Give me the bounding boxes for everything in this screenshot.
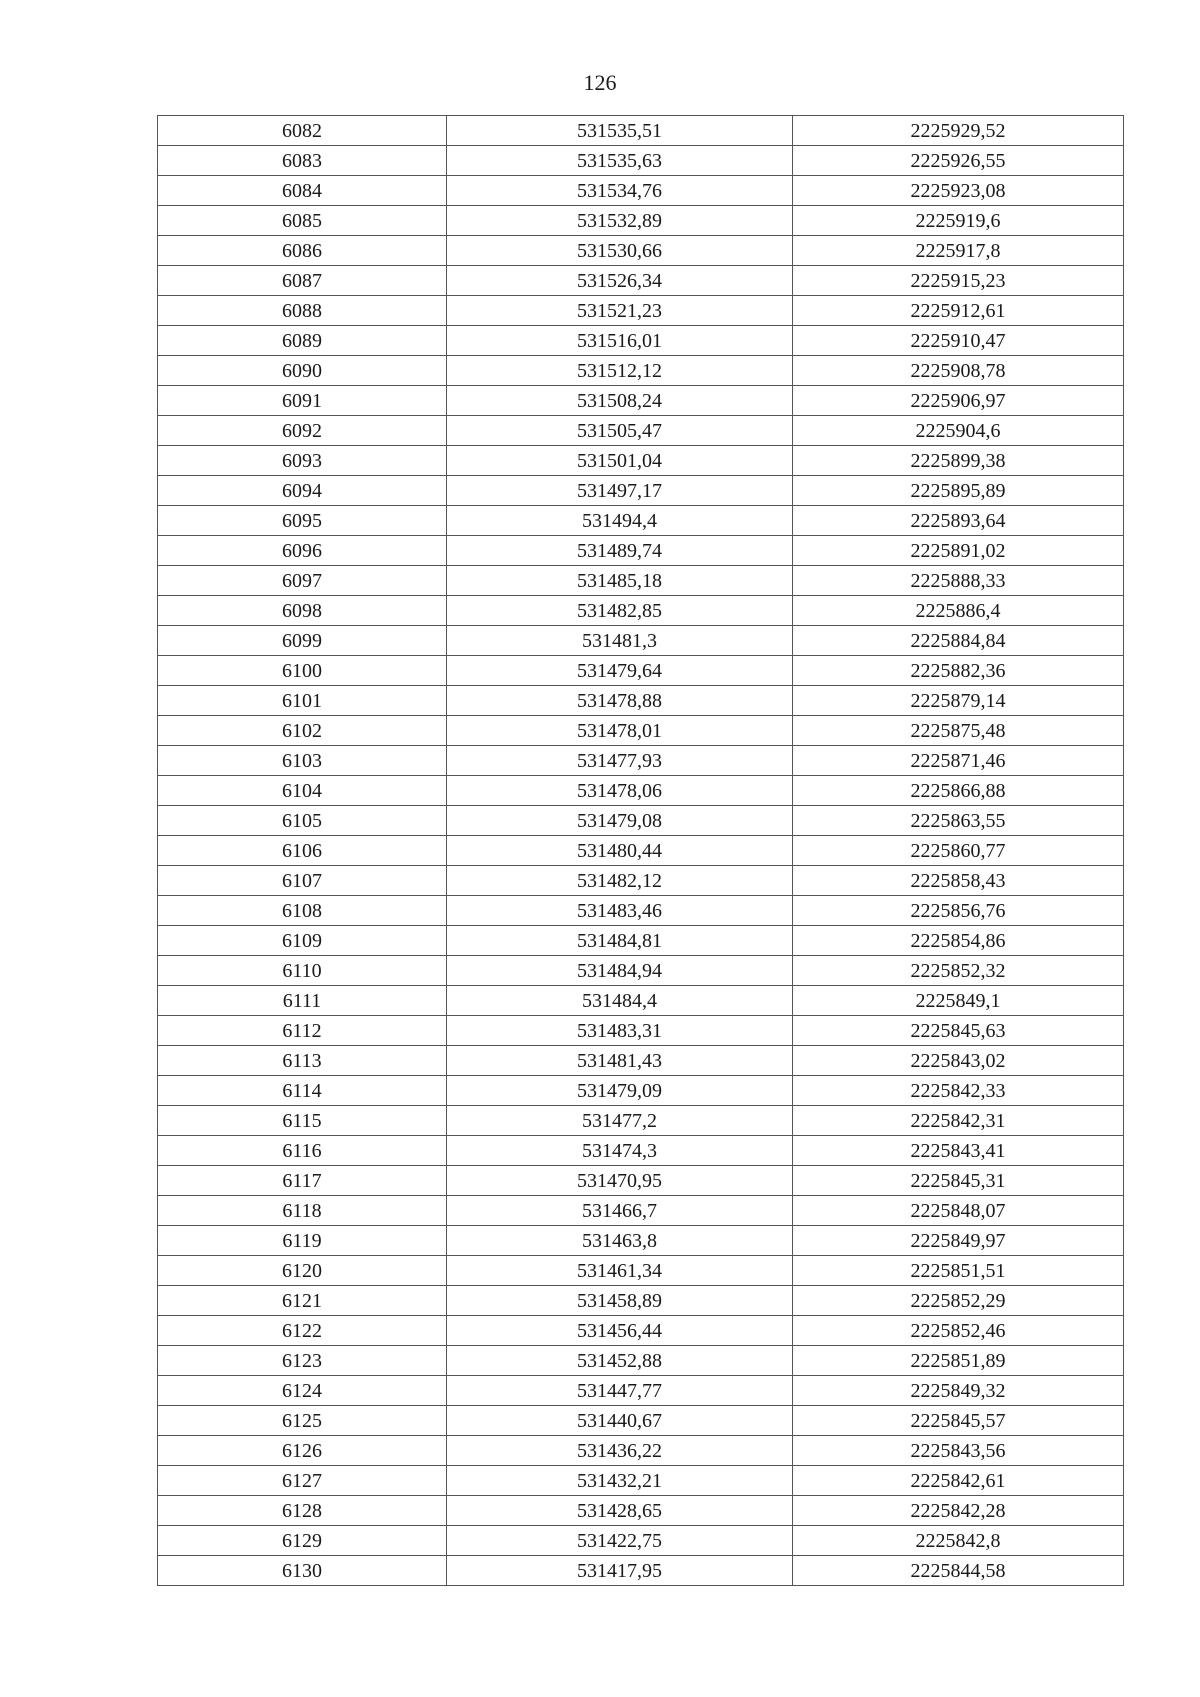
y-coordinate-cell: 2225845,31 [793, 1166, 1124, 1196]
table-row [158, 1436, 1124, 1466]
table-row [158, 1556, 1124, 1586]
point-number-cell: 6085 [158, 206, 447, 236]
y-coordinate-cell: 2225923,08 [793, 176, 1124, 206]
point-number-cell: 6108 [158, 896, 447, 926]
point-number-cell: 6096 [158, 536, 447, 566]
point-number-cell: 6086 [158, 236, 447, 266]
y-coordinate-cell: 2225856,76 [793, 896, 1124, 926]
y-coordinate-cell: 2225844,58 [793, 1556, 1124, 1586]
x-coordinate-cell: 531479,64 [447, 656, 793, 686]
point-number-cell: 6109 [158, 926, 447, 956]
x-coordinate-cell: 531485,18 [447, 566, 793, 596]
point-number-cell: 6097 [158, 566, 447, 596]
point-number-cell: 6088 [158, 296, 447, 326]
table-row [158, 326, 1124, 356]
y-coordinate-cell: 2225843,02 [793, 1046, 1124, 1076]
x-coordinate-cell: 531440,67 [447, 1406, 793, 1436]
y-coordinate-cell: 2225908,78 [793, 356, 1124, 386]
table-row [158, 386, 1124, 416]
point-number-cell: 6117 [158, 1166, 447, 1196]
y-coordinate-cell: 2225842,28 [793, 1496, 1124, 1526]
coordinates-table-body [158, 116, 1124, 1586]
table-row [158, 1496, 1124, 1526]
table-row [158, 836, 1124, 866]
point-number-cell: 6100 [158, 656, 447, 686]
point-number-cell: 6111 [158, 986, 447, 1016]
y-coordinate-cell: 2225843,56 [793, 1436, 1124, 1466]
table-row [158, 566, 1124, 596]
x-coordinate-cell: 531483,31 [447, 1016, 793, 1046]
x-coordinate-cell: 531478,01 [447, 716, 793, 746]
y-coordinate-cell: 2225858,43 [793, 866, 1124, 896]
y-coordinate-cell: 2225849,32 [793, 1376, 1124, 1406]
y-coordinate-cell: 2225888,33 [793, 566, 1124, 596]
y-coordinate-cell: 2225875,48 [793, 716, 1124, 746]
table-row [158, 1196, 1124, 1226]
y-coordinate-cell: 2225851,89 [793, 1346, 1124, 1376]
y-coordinate-cell: 2225919,6 [793, 206, 1124, 236]
x-coordinate-cell: 531458,89 [447, 1286, 793, 1316]
table-row [158, 296, 1124, 326]
point-number-cell: 6101 [158, 686, 447, 716]
x-coordinate-cell: 531484,4 [447, 986, 793, 1016]
y-coordinate-cell: 2225845,57 [793, 1406, 1124, 1436]
x-coordinate-cell: 531480,44 [447, 836, 793, 866]
x-coordinate-cell: 531484,94 [447, 956, 793, 986]
x-coordinate-cell: 531516,01 [447, 326, 793, 356]
point-number-cell: 6105 [158, 806, 447, 836]
x-coordinate-cell: 531526,34 [447, 266, 793, 296]
point-number-cell: 6128 [158, 1496, 447, 1526]
x-coordinate-cell: 531482,85 [447, 596, 793, 626]
point-number-cell: 6115 [158, 1106, 447, 1136]
table-row [158, 596, 1124, 626]
y-coordinate-cell: 2225842,8 [793, 1526, 1124, 1556]
x-coordinate-cell: 531456,44 [447, 1316, 793, 1346]
point-number-cell: 6126 [158, 1436, 447, 1466]
x-coordinate-cell: 531417,95 [447, 1556, 793, 1586]
y-coordinate-cell: 2225917,8 [793, 236, 1124, 266]
point-number-cell: 6121 [158, 1286, 447, 1316]
table-row [158, 1046, 1124, 1076]
x-coordinate-cell: 531447,77 [447, 1376, 793, 1406]
x-coordinate-cell: 531422,75 [447, 1526, 793, 1556]
table-row [158, 1166, 1124, 1196]
table-row [158, 506, 1124, 536]
y-coordinate-cell: 2225842,33 [793, 1076, 1124, 1106]
x-coordinate-cell: 531479,09 [447, 1076, 793, 1106]
point-number-cell: 6118 [158, 1196, 447, 1226]
x-coordinate-cell: 531477,93 [447, 746, 793, 776]
y-coordinate-cell: 2225866,88 [793, 776, 1124, 806]
table-row [158, 1376, 1124, 1406]
table-row [158, 1076, 1124, 1106]
table-row [158, 446, 1124, 476]
y-coordinate-cell: 2225851,51 [793, 1256, 1124, 1286]
table-row [158, 116, 1124, 146]
table-row [158, 746, 1124, 776]
table-row [158, 866, 1124, 896]
y-coordinate-cell: 2225845,63 [793, 1016, 1124, 1046]
table-row [158, 1526, 1124, 1556]
y-coordinate-cell: 2225915,23 [793, 266, 1124, 296]
table-row [158, 656, 1124, 686]
x-coordinate-cell: 531432,21 [447, 1466, 793, 1496]
x-coordinate-cell: 531534,76 [447, 176, 793, 206]
point-number-cell: 6125 [158, 1406, 447, 1436]
y-coordinate-cell: 2225929,52 [793, 116, 1124, 146]
x-coordinate-cell: 531452,88 [447, 1346, 793, 1376]
table-row [158, 896, 1124, 926]
point-number-cell: 6084 [158, 176, 447, 206]
table-row [158, 626, 1124, 656]
point-number-cell: 6093 [158, 446, 447, 476]
point-number-cell: 6114 [158, 1076, 447, 1106]
table-row [158, 1316, 1124, 1346]
table-row [158, 1136, 1124, 1166]
y-coordinate-cell: 2225863,55 [793, 806, 1124, 836]
table-row [158, 266, 1124, 296]
y-coordinate-cell: 2225843,41 [793, 1136, 1124, 1166]
x-coordinate-cell: 531436,22 [447, 1436, 793, 1466]
x-coordinate-cell: 531483,46 [447, 896, 793, 926]
y-coordinate-cell: 2225871,46 [793, 746, 1124, 776]
x-coordinate-cell: 531474,3 [447, 1136, 793, 1166]
point-number-cell: 6095 [158, 506, 447, 536]
x-coordinate-cell: 531505,47 [447, 416, 793, 446]
x-coordinate-cell: 531478,06 [447, 776, 793, 806]
y-coordinate-cell: 2225886,4 [793, 596, 1124, 626]
y-coordinate-cell: 2225899,38 [793, 446, 1124, 476]
table-row [158, 806, 1124, 836]
point-number-cell: 6089 [158, 326, 447, 356]
table-row [158, 1346, 1124, 1376]
y-coordinate-cell: 2225849,97 [793, 1226, 1124, 1256]
table-row [158, 1226, 1124, 1256]
y-coordinate-cell: 2225842,31 [793, 1106, 1124, 1136]
point-number-cell: 6124 [158, 1376, 447, 1406]
y-coordinate-cell: 2225910,47 [793, 326, 1124, 356]
y-coordinate-cell: 2225852,46 [793, 1316, 1124, 1346]
y-coordinate-cell: 2225891,02 [793, 536, 1124, 566]
x-coordinate-cell: 531470,95 [447, 1166, 793, 1196]
y-coordinate-cell: 2225849,1 [793, 986, 1124, 1016]
point-number-cell: 6104 [158, 776, 447, 806]
point-number-cell: 6103 [158, 746, 447, 776]
table-row [158, 146, 1124, 176]
y-coordinate-cell: 2225912,61 [793, 296, 1124, 326]
point-number-cell: 6123 [158, 1346, 447, 1376]
x-coordinate-cell: 531477,2 [447, 1106, 793, 1136]
x-coordinate-cell: 531489,74 [447, 536, 793, 566]
y-coordinate-cell: 2225882,36 [793, 656, 1124, 686]
point-number-cell: 6102 [158, 716, 447, 746]
point-number-cell: 6122 [158, 1316, 447, 1346]
y-coordinate-cell: 2225895,89 [793, 476, 1124, 506]
x-coordinate-cell: 531532,89 [447, 206, 793, 236]
y-coordinate-cell: 2225926,55 [793, 146, 1124, 176]
point-number-cell: 6107 [158, 866, 447, 896]
y-coordinate-cell: 2225852,32 [793, 956, 1124, 986]
point-number-cell: 6098 [158, 596, 447, 626]
table-row [158, 716, 1124, 746]
point-number-cell: 6087 [158, 266, 447, 296]
x-coordinate-cell: 531501,04 [447, 446, 793, 476]
table-row [158, 476, 1124, 506]
y-coordinate-cell: 2225906,97 [793, 386, 1124, 416]
point-number-cell: 6090 [158, 356, 447, 386]
point-number-cell: 6130 [158, 1556, 447, 1586]
point-number-cell: 6094 [158, 476, 447, 506]
x-coordinate-cell: 531512,12 [447, 356, 793, 386]
x-coordinate-cell: 531479,08 [447, 806, 793, 836]
point-number-cell: 6082 [158, 116, 447, 146]
y-coordinate-cell: 2225893,64 [793, 506, 1124, 536]
y-coordinate-cell: 2225860,77 [793, 836, 1124, 866]
x-coordinate-cell: 531535,51 [447, 116, 793, 146]
x-coordinate-cell: 531481,43 [447, 1046, 793, 1076]
point-number-cell: 6113 [158, 1046, 447, 1076]
x-coordinate-cell: 531497,17 [447, 476, 793, 506]
x-coordinate-cell: 531521,23 [447, 296, 793, 326]
y-coordinate-cell: 2225854,86 [793, 926, 1124, 956]
x-coordinate-cell: 531535,63 [447, 146, 793, 176]
x-coordinate-cell: 531428,65 [447, 1496, 793, 1526]
point-number-cell: 6120 [158, 1256, 447, 1286]
table-row [158, 1256, 1124, 1286]
point-number-cell: 6099 [158, 626, 447, 656]
table-row [158, 686, 1124, 716]
x-coordinate-cell: 531508,24 [447, 386, 793, 416]
point-number-cell: 6092 [158, 416, 447, 446]
point-number-cell: 6116 [158, 1136, 447, 1166]
y-coordinate-cell: 2225879,14 [793, 686, 1124, 716]
table-row [158, 206, 1124, 236]
table-row [158, 926, 1124, 956]
x-coordinate-cell: 531482,12 [447, 866, 793, 896]
table-row [158, 776, 1124, 806]
x-coordinate-cell: 531484,81 [447, 926, 793, 956]
x-coordinate-cell: 531530,66 [447, 236, 793, 266]
point-number-cell: 6129 [158, 1526, 447, 1556]
y-coordinate-cell: 2225848,07 [793, 1196, 1124, 1226]
page-number: 126 [583, 70, 617, 95]
x-coordinate-cell: 531461,34 [447, 1256, 793, 1286]
table-row [158, 416, 1124, 446]
y-coordinate-cell: 2225852,29 [793, 1286, 1124, 1316]
x-coordinate-cell: 531463,8 [447, 1226, 793, 1256]
point-number-cell: 6106 [158, 836, 447, 866]
table-row [158, 986, 1124, 1016]
point-number-cell: 6112 [158, 1016, 447, 1046]
point-number-cell: 6083 [158, 146, 447, 176]
table-row [158, 356, 1124, 386]
point-number-cell: 6091 [158, 386, 447, 416]
x-coordinate-cell: 531478,88 [447, 686, 793, 716]
x-coordinate-cell: 531466,7 [447, 1196, 793, 1226]
table-row [158, 536, 1124, 566]
table-row [158, 1016, 1124, 1046]
x-coordinate-cell: 531481,3 [447, 626, 793, 656]
y-coordinate-cell: 2225904,6 [793, 416, 1124, 446]
table-row [158, 1106, 1124, 1136]
table-row [158, 236, 1124, 266]
coordinates-table [157, 115, 1124, 1586]
point-number-cell: 6127 [158, 1466, 447, 1496]
y-coordinate-cell: 2225884,84 [793, 626, 1124, 656]
table-row [158, 1466, 1124, 1496]
table-row [158, 956, 1124, 986]
table-row [158, 1406, 1124, 1436]
point-number-cell: 6119 [158, 1226, 447, 1256]
table-row [158, 176, 1124, 206]
y-coordinate-cell: 2225842,61 [793, 1466, 1124, 1496]
table-row [158, 1286, 1124, 1316]
point-number-cell: 6110 [158, 956, 447, 986]
x-coordinate-cell: 531494,4 [447, 506, 793, 536]
